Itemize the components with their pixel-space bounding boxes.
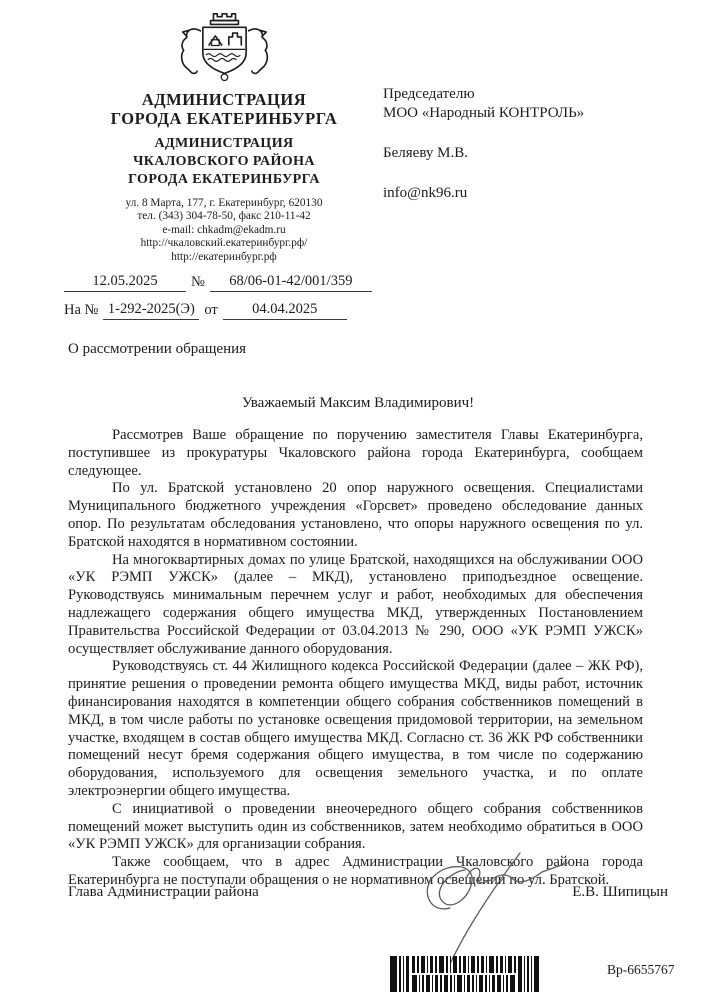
body-paragraph: Руководствуясь ст. 44 Жилищного кодекса Российской Федерации (далее – ЖК РФ), принятие решения о проведении ремонта общего имущества МКД, виды работ, источник финансирования находятся в компетенции общего собрания собственников помещений в МКД, в том числе работы по установке освещения придомовой территории, на земельном участке, входящем в состав общего имущества МКД. Согласно ст. 36 ЖК РФ собственники помещений несут бремя содержания общего имущества, в том числе по содержанию оборудования, используемого для освещения земельного участка, и по оплате электроэнергии общего имущества. — [68, 658, 643, 799]
recipient-email: info@nk96.ru — [383, 185, 468, 201]
from-label: от — [204, 302, 218, 319]
recipient-block — [383, 85, 673, 203]
recipient-name: Беляеву М.В. — [383, 145, 468, 161]
body-paragraph: С инициативой о проведении внеочередного общего собрания собственников помещений может выступить один из собственников, затем необходимо обратиться в ООО «УК РЭМП УЖСК» для организации собрания. — [68, 800, 643, 853]
division-name — [64, 135, 384, 189]
organization-name — [64, 90, 384, 128]
signatory-name: Е.В. Шипицын — [572, 884, 668, 900]
body-paragraph: На многоквартирных домах по улице Братской, находящихся на обслуживании ООО «УК РЭМП УЖСК» (далее – МКД), установлено приподъездное освещение. Руководствуясь минимальным перечнем услуг и работ, необходимых для обеспечения надлежащего содержания общего имущества МКД, утвержденных Постановлением Правительства Российской Федерации от 03.04.2013 № 290, ООО «УК РЭМП УЖСК» осуществляет обслуживание данного оборудования. — [68, 551, 643, 657]
subject-line: О рассмотрении обращения — [68, 341, 247, 357]
outgoing-number: 68/06-01-42/001/359 — [210, 273, 372, 292]
letterhead-website-1: http://чкаловский.екатеринбург.рф/ — [140, 237, 308, 250]
letter-body — [68, 427, 643, 890]
body-paragraph: Рассмотрев Ваше обращение по поручению заместителя Главы Екатеринбурга, поступившее из прокуратуры Чкаловского района города Екатеринбурга, сообщаем следующее. — [68, 427, 643, 479]
organization-name-line: ГОРОДА ЕКАТЕРИНБУРГА — [110, 109, 338, 128]
registration-code: Вр-6655767 — [607, 962, 675, 977]
letterhead-phone: тел. (343) 304-78-50, факс 210-11-42 — [137, 210, 311, 223]
reference-block — [64, 273, 384, 320]
letterhead — [64, 10, 384, 320]
signature-row — [68, 884, 668, 901]
recipient-organization: МОО «Народный КОНТРОЛЬ» — [383, 105, 585, 121]
letterhead-address: ул. 8 Марта, 177, г. Екатеринбург, 620130 — [125, 197, 323, 209]
letterhead-email: e-mail: chkadm@ekadm.ru — [162, 223, 286, 236]
body-paragraph: Также сообщаем, что в адрес Администрации Чкаловского района города Екатеринбурга не поступали обращения о не нормативном освещении по ул. Братской. — [68, 854, 643, 888]
handwritten-signature — [420, 848, 570, 971]
salutation: Уважаемый Максим Владимирович! — [241, 395, 475, 411]
incoming-number: 1-292-2025(Э) — [103, 301, 199, 320]
signatory-position: Глава Администрации района — [68, 884, 259, 900]
organization-name-line: АДМИНИСТРАЦИЯ — [141, 90, 307, 109]
letterhead-contacts — [64, 197, 384, 264]
number-sign: № — [191, 274, 205, 291]
coat-of-arms-icon — [64, 10, 384, 84]
recipient-title: Председателю — [383, 86, 475, 102]
division-name-line: АДМИНИСТРАЦИЯ — [154, 136, 294, 151]
division-name-line: ГОРОДА ЕКАТЕРИНБУРГА — [128, 172, 320, 187]
division-name-line: ЧКАЛОВСКОГО РАЙОНА — [133, 154, 315, 169]
barcode — [390, 956, 540, 995]
letterhead-website-2: http://екатеринбург.рф — [171, 250, 277, 263]
incoming-date: 04.04.2025 — [223, 301, 347, 320]
body-paragraph: По ул. Братской установлено 20 опор наружного освещения. Специалистами Муниципального бюджетного учреждения «Горсвет» проведено обследование данных опор. По результатам обследования установлено, что опоры наружного освещения по ул. Братской находятся в нормативном состоянии. — [68, 480, 643, 550]
reply-label: На № — [64, 302, 99, 319]
outgoing-reference-row — [64, 273, 384, 292]
incoming-reference-row — [64, 301, 384, 320]
outgoing-date: 12.05.2025 — [64, 273, 186, 292]
